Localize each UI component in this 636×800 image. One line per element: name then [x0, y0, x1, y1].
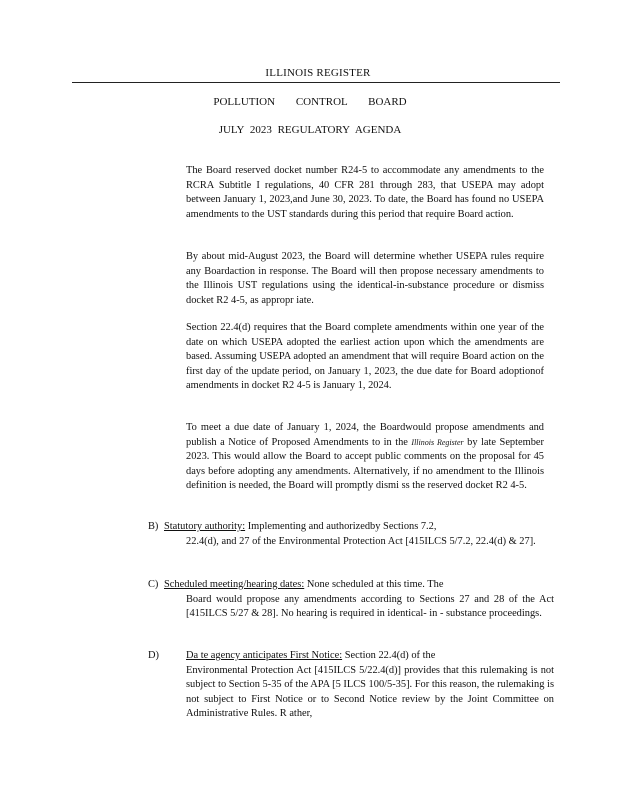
paragraph-schedule: [186, 421, 544, 494]
item-body: Board would propose any amendments according to Sections 27 and 28 of the Act [415ILCS 5/27 & 28]. No hearing is required in identical- in - substance proceedings.: [186, 593, 554, 619]
board-title: POLLUTION CONTROL BOARD: [213, 96, 407, 108]
paragraph-schedule-part1: To meet a due date of January 1, 2024, the Boardwould propose amendments and publish a Notice of Proposed Amendments to in the: [186, 422, 544, 448]
register-title: ILLINOIS REGISTER: [265, 67, 371, 79]
item-label: B): [148, 521, 159, 532]
item-heading: Statutory authority:: [164, 521, 246, 532]
agenda-title: JULY 2023 REGULATORY AGENDA: [218, 124, 402, 136]
item-first-line: [164, 520, 436, 535]
item-first-line: [186, 649, 554, 664]
item-label: C): [148, 579, 159, 590]
item-first-line: [164, 578, 443, 593]
item-body: 22.4(d), and 27 of the Environmental Protection Act [415ILCS 5/7.2, 22.4(d) & 27].: [186, 535, 536, 547]
paragraph-docket-reservation: The Board reserved docket number R24-5 to accommodate any amendments to the RCRA Subtitle I regulations, 40 CFR 281 through 283, that USEPA may adopt between January 1, 2023,and June 30, 2023. To date, the Board has found no USEPA amendments to the UST standards during this period that require Board action.: [186, 165, 544, 220]
paragraph-due-date: Section 22.4(d) requires that the Board complete amendments within one year of the date on which USEPA adopted the earliest action upon which the amendments are based. Assuming USEPA adopted an amendment that will require Board action on the first day of the update period, on January 1, 2023, the due date for Board adoptionof amendments in docket R2 4-5 is January 1, 2024.: [186, 322, 544, 391]
item-body: Environmental Protection Act [415ILCS 5/22.4(d)] provides that this rulemaking is not subject to Section 5-35 of the APA [5 ILCS 100/5-35]. For this reason, the rulemaking is not subject to First Notice or to Second Notice review by the Joint Committee on Administrative Rules. R ather,: [186, 664, 554, 719]
item-heading: Scheduled meeting/hearing dates:: [164, 579, 305, 590]
item-heading: Da te agency anticipates First Notice:: [186, 650, 343, 661]
paragraph-determination: By about mid-August 2023, the Board will determine whether USEPA rules require any Boardaction in response. The Board will then propose necessary amendments to the Illinois UST regulations using the identical-in-substance procedure or dismiss docket R2 4-5, as appropr iate.: [186, 251, 544, 306]
header-rule: [72, 82, 560, 83]
illinois-register-italic: Illinois Register: [411, 437, 464, 447]
item-first-text: Section 22.4(d) of the: [344, 650, 436, 661]
item-first-text: Implementing and authorizedby Sections 7.2,: [247, 521, 437, 532]
item-first-text: None scheduled at this time. The: [306, 579, 444, 590]
item-label: D): [148, 650, 159, 661]
paragraph-schedule-part2: by late September 2023. This would allow the Board to accept public comments on the proposal for 45 days before adopting any amendments. Alternatively, if no amendment to the Illinois definition is needed, the Board will promptly dismi ss the reserved docket R2 4-5.: [186, 436, 544, 491]
